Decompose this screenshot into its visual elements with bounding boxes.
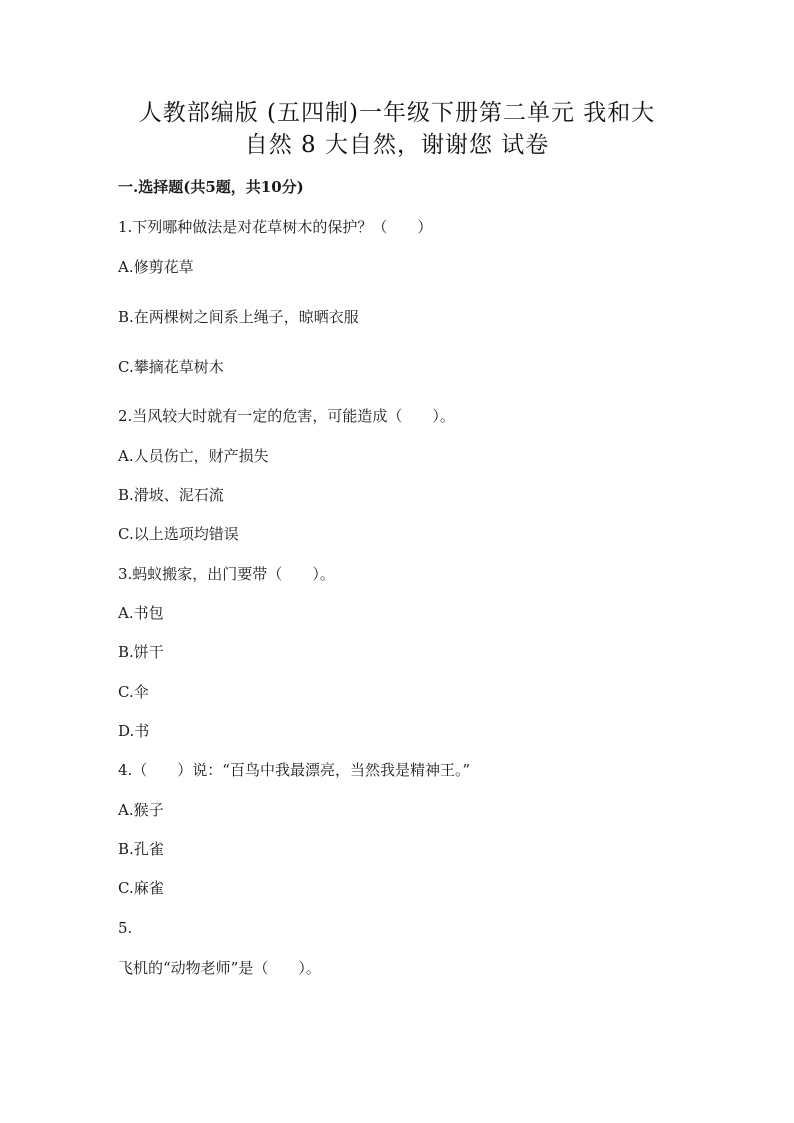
question-4-option-a: A.猴子 xyxy=(118,801,164,819)
question-3-option-b: B.饼干 xyxy=(118,643,164,661)
section-heading: 一.选择题(共5题，共10分) xyxy=(118,178,304,196)
question-2-stem: 2.当风较大时就有一定的危害，可能造成（ ）。 xyxy=(118,407,455,425)
question-5-stem: 飞机的“动物老师”是（ ）。 xyxy=(118,959,321,977)
question-2-option-a: A.人员伤亡，财产损失 xyxy=(118,447,269,465)
question-4-stem: 4.（ ）说：“百鸟中我最漂亮，当然我是精神王。” xyxy=(118,761,471,779)
exam-title-line-1: 人教部编版 (五四制)一年级下册第二单元 我和大 xyxy=(138,100,656,126)
question-2-option-b: B.滑坡、泥石流 xyxy=(118,486,224,504)
question-2-option-c: C.以上选项均错误 xyxy=(118,525,239,543)
question-4-option-c: C.麻雀 xyxy=(118,879,164,897)
question-5-number: 5. xyxy=(118,919,133,937)
question-3-option-c: C.伞 xyxy=(118,683,149,701)
exam-title-line-2: 自然 8 大自然，谢谢您 试卷 xyxy=(244,132,550,158)
question-3-option-d: D.书 xyxy=(118,722,150,740)
question-3-stem: 3.蚂蚁搬家，出门要带（ ）。 xyxy=(118,565,335,583)
question-3-option-a: A.书包 xyxy=(118,604,164,622)
question-4-option-b: B.孔雀 xyxy=(118,840,164,858)
question-1-option-a: A.修剪花草 xyxy=(118,258,194,276)
question-1-option-c: C.攀摘花草树木 xyxy=(118,358,224,376)
question-1-option-b: B.在两棵树之间系上绳子，晾晒衣服 xyxy=(118,308,359,326)
question-1-stem: 1.下列哪种做法是对花草树木的保护？（ ） xyxy=(118,218,433,236)
